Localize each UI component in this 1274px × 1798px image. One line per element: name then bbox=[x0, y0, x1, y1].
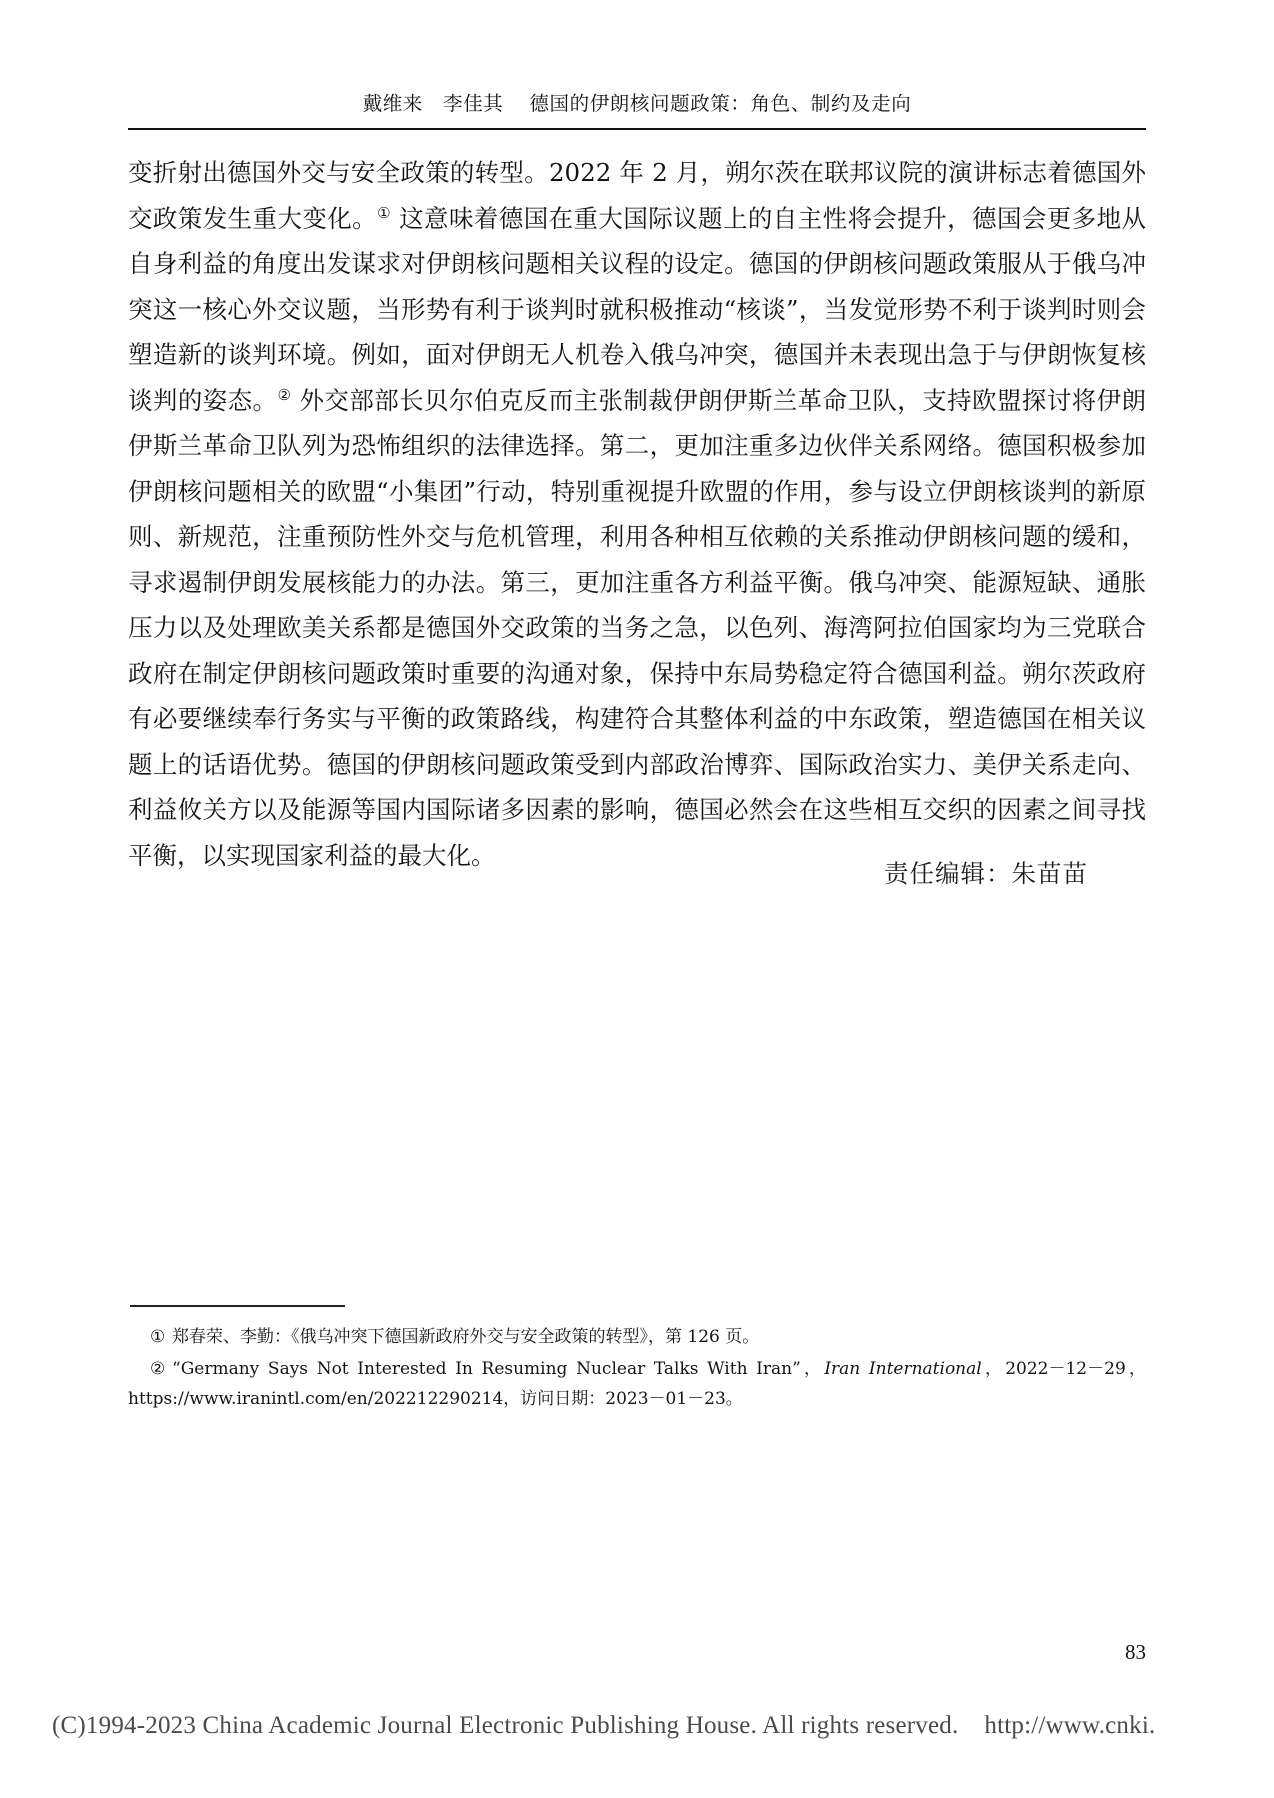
body-text-segment-1: 变折射出德国外交与安全政策的转型。2022 年 2 月，朔尔茨在联邦议院的演讲标志着德国外交政策发生重大变化。 bbox=[128, 158, 1146, 233]
running-head bbox=[148, 88, 1126, 116]
footnote-text-after: ，2022－12－29，https://www.iranintl.com/en/202212290214，访问日期：2023－01－23。 bbox=[128, 1359, 1147, 1409]
footnote-source-title: Iran International bbox=[824, 1359, 982, 1379]
cnki-url: http://www.cnki. bbox=[984, 1712, 1156, 1739]
footnote-divider bbox=[130, 1305, 345, 1307]
copyright-text: (C)1994-2023 China Academic Journal Electronic Publishing House. All rights reserved. bbox=[52, 1712, 959, 1739]
body-text-segment-3: 外交部部长贝尔伯克反而主张制裁伊朗伊斯兰革命卫队，支持欧盟探讨将伊朗伊斯兰革命卫队列为恐怖组织的法律选择。第二，更加注重多边伙伴关系网络。德国积极参加伊朗核问题相关的欧盟“小集团”行动，特别重视提升欧盟的作用，参与设立伊朗核谈判的新原则、新规范，注重预防性外交与危机管理，利用各种相互依赖的关系推动伊朗核问题的缓和，寻求遏制伊朗发展核能力的办法。第三，更加注重各方利益平衡。俄乌冲突、能源短缺、通胀压力以及处理欧美关系都是德国外交政策的当务之急，以色列、海湾阿拉伯国家均为三党联合政府在制定伊朗核问题政策时重要的沟通对象，保持中东局势稳定符合德国利益。朔尔茨政府有必要继续奉行务实与平衡的政策路线，构建符合其整体利益的中东政策，塑造德国在相关议题上的话语优势。德国的伊朗核问题政策受到内部政治博弈、国际政治实力、美伊关系走向、利益攸关方以及能源等国内国际诸多因素的影响，德国必然会在这些相互交织的因素之间寻找平衡，以实现国家利益的最大化。 bbox=[128, 385, 1146, 870]
running-head-authors: 戴维来 李佳其 bbox=[362, 92, 504, 115]
footnote-reference-2[interactable]: ② bbox=[277, 385, 292, 404]
footnotes-section bbox=[128, 1322, 1146, 1416]
page-number: 83 bbox=[1125, 1640, 1146, 1664]
footnote-reference-1[interactable]: ① bbox=[377, 203, 391, 222]
copyright-footer bbox=[52, 1712, 1252, 1740]
body-text-segment-2: 这意味着德国在重大国际议题上的自主性将会提升，德国会更多地从自身利益的角度出发谋求对伊朗核问题相关议程的设定。德国的伊朗核问题政策服从于俄乌冲突这一核心外交议题，当形势有利于谈判时就积极推动“核谈”，当发觉形势不利于谈判时则会塑造新的谈判环境。例如，面对伊朗无人机卷入俄乌冲突，德国并未表现出急于与伊朗恢复核谈判的姿态。 bbox=[128, 203, 1146, 415]
responsible-editor: 责任编辑：朱苗苗 bbox=[884, 859, 1088, 888]
header-divider bbox=[128, 128, 1146, 130]
footnote-item bbox=[128, 1354, 1146, 1414]
article-body bbox=[128, 150, 1146, 878]
running-head-title: 德国的伊朗核问题政策：角色、制约及走向 bbox=[529, 92, 912, 115]
footnote-text: 郑春荣、李勤：《俄乌冲突下德国新政府外交与安全政策的转型》，第 126 页。 bbox=[172, 1327, 760, 1347]
footnote-marker: ② bbox=[150, 1359, 166, 1379]
footnote-text-before: “Germany Says Not Interested In Resuming Nuclear Talks With Iran”， bbox=[172, 1359, 825, 1379]
body-paragraph bbox=[128, 150, 1146, 878]
footnote-item bbox=[128, 1322, 1146, 1352]
footnote-marker: ① bbox=[150, 1327, 166, 1347]
